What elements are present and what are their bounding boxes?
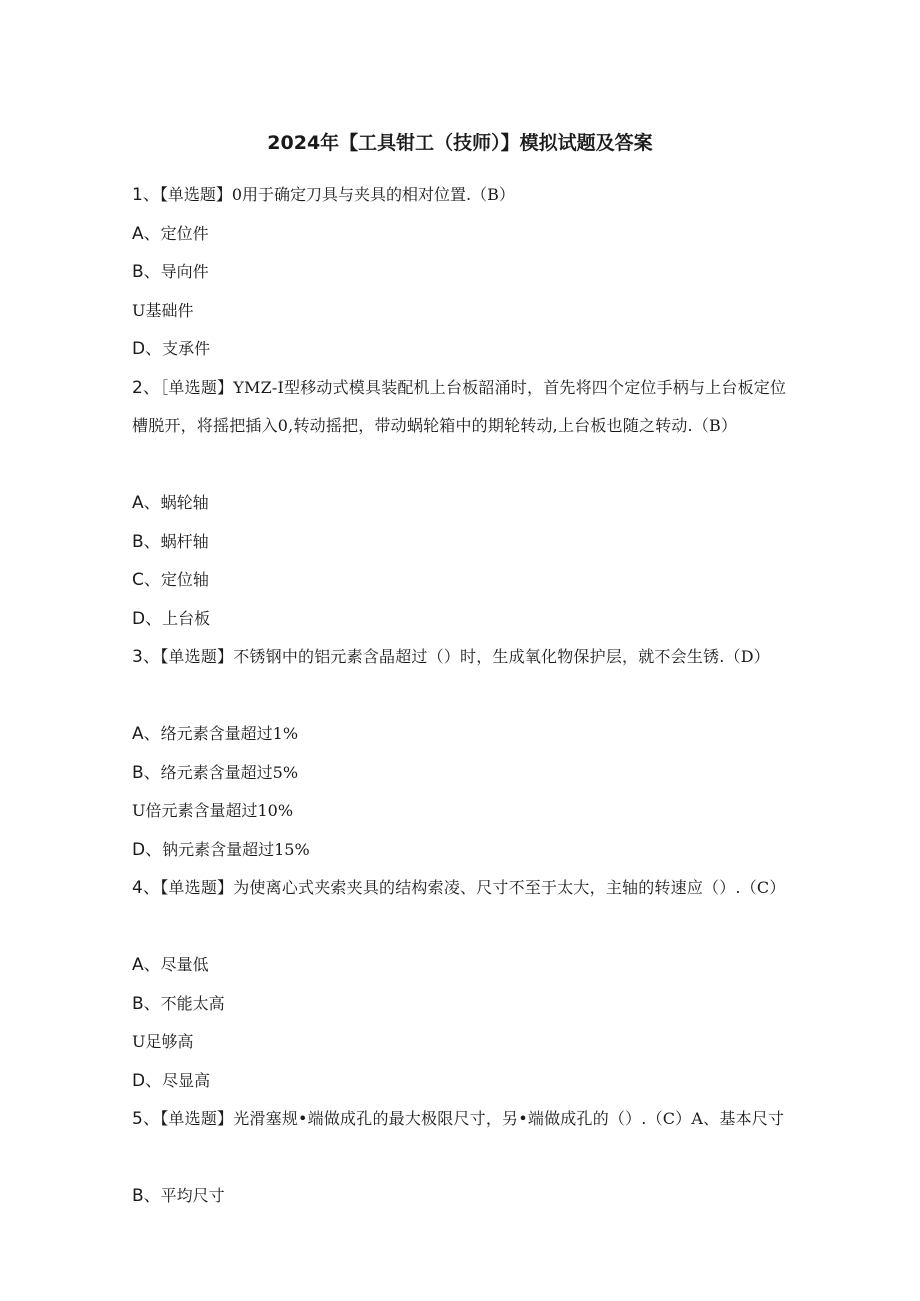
option-letter: A、	[132, 724, 161, 744]
option-line	[132, 985, 792, 1024]
option-text: 蜗轮轴	[160, 493, 209, 512]
option-letter: A、	[132, 223, 161, 244]
option-line	[132, 561, 792, 600]
option-line	[132, 946, 792, 985]
option-text: 钠元素含量超过15%	[162, 839, 310, 859]
option-text: 上台板	[162, 608, 211, 628]
option-line	[132, 715, 792, 754]
option-line	[132, 523, 792, 562]
option-letter: B、	[132, 262, 161, 282]
option-letter: B、	[132, 993, 161, 1014]
option-line	[132, 330, 792, 369]
option-line	[132, 754, 792, 793]
question-number: 5、	[132, 1109, 161, 1129]
question-block	[132, 1100, 792, 1177]
question-text: 【单选题】光滑塞规•端做成孔的最大极限尺寸，另•端做成孔的（）.（C）A、基本尺寸	[160, 1109, 785, 1128]
option-text: 蜗杆轴	[160, 531, 209, 551]
option-letter: A、	[132, 493, 161, 513]
question-text: 【单选题】不锈钢中的铝元素含晶超过（）时，生成氧化物保护层，就不会生锈.（D）	[160, 647, 770, 666]
option-text: 尽量低	[160, 955, 209, 974]
option-line	[132, 1177, 792, 1216]
question-number: 2、	[132, 377, 161, 398]
question-text: 【单选题】0用于确定刀具与夹具的相对位置.（B）	[159, 185, 515, 204]
option-text: 络元素含量超过5%	[160, 762, 299, 782]
question-text: ［单选题】YMZ-I型移动式模具装配机上台板韶涌时，首先将四个定位手柄与上台板定位槽脱开，将摇把插入0,转动摇把，带动蜗轮箱中的期轮转动,上台板也随之转动.（B）	[132, 377, 787, 435]
option-text: 络元素含量超过1%	[160, 724, 299, 743]
question-number: 3、	[132, 647, 161, 667]
question-block	[132, 869, 792, 946]
option-text: U足够高	[132, 1032, 194, 1051]
option-text: U基础件	[132, 300, 194, 320]
question-text: 【单选题】为使离心式夹索夹具的结构索凌、尺寸不至于太大，主轴的转速应（）.（C）	[160, 878, 786, 897]
option-line	[132, 484, 792, 523]
document-title: 2024年【工具钳工（技师）】模拟试题及答案	[267, 132, 653, 154]
option-text: 定位件	[160, 223, 209, 243]
question-block	[132, 638, 792, 715]
option-letter: C、	[132, 570, 161, 590]
option-text: 尽显高	[162, 1070, 211, 1090]
option-letter: D、	[132, 339, 163, 359]
option-text: 定位轴	[160, 570, 209, 589]
option-text: U倍元素含量超过10%	[132, 801, 294, 820]
option-letter: D、	[132, 839, 163, 860]
option-letter: B、	[132, 531, 161, 552]
option-letter: A、	[132, 955, 161, 975]
question-block	[132, 369, 792, 485]
option-letter: B、	[132, 762, 161, 783]
option-letter: B、	[132, 1186, 161, 1206]
question-number: 4、	[132, 878, 161, 898]
option-line	[132, 600, 792, 639]
option-line	[132, 1062, 792, 1101]
option-line	[132, 292, 792, 331]
option-text: 导向件	[160, 262, 209, 281]
option-line	[132, 253, 792, 292]
document-body	[132, 176, 792, 1216]
option-line	[132, 1023, 792, 1062]
option-text: 不能太高	[160, 993, 225, 1013]
option-letter: D、	[132, 608, 163, 629]
option-letter: D、	[132, 1070, 163, 1091]
option-text: 平均尺寸	[160, 1186, 225, 1205]
option-text: 支承件	[162, 339, 211, 358]
option-line	[132, 792, 792, 831]
option-line	[132, 831, 792, 870]
question-line	[132, 176, 792, 215]
question-number: 1、	[132, 185, 160, 205]
option-line	[132, 215, 792, 254]
